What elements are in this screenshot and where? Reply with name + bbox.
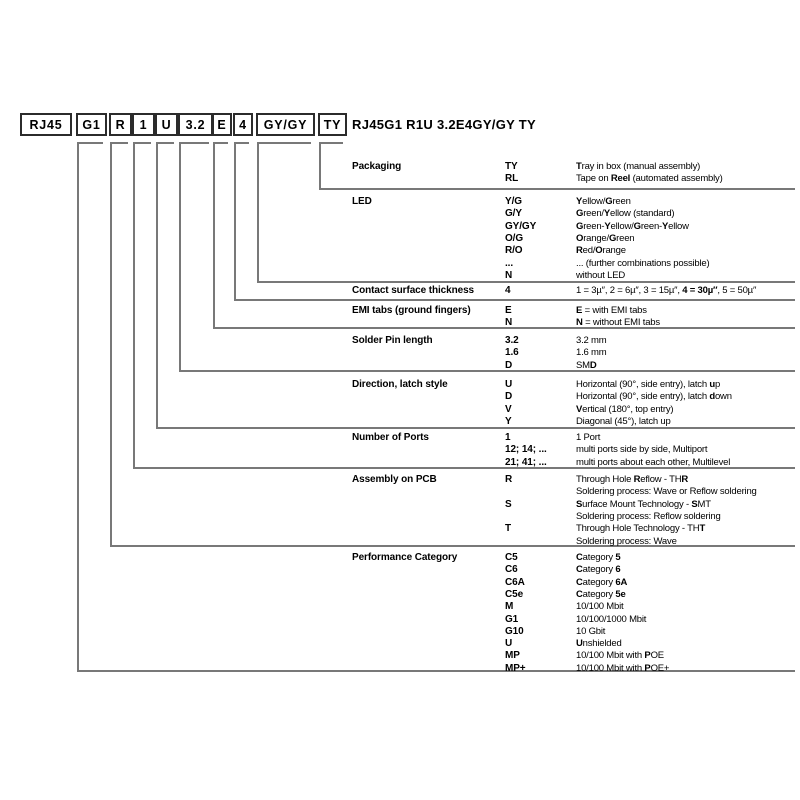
code-cell-packaging: RL [505,173,519,185]
connector-vline-r [110,142,112,547]
desc-cell-solder-pin-length: SMD [576,359,597,371]
code-cell-performance-category: MP+ [505,662,526,674]
full-part-number: RJ45G1 R1U 3.2E4GY/GY TY [352,117,536,132]
connector-vline-u [156,142,158,429]
code-cell-performance-category: M [505,601,514,613]
section-underline-assembly-on-pcb [110,545,795,547]
code-cell-solder-pin-length: 3.2 [505,335,519,346]
desc-cell-number-of-ports: multi ports about each other, Multilevel [576,456,731,468]
code-cell-led: R/O [505,245,523,257]
desc-cell-led: Green-Yellow/Green-Yellow [576,220,689,232]
desc-cell-solder-pin-length: 1.6 mm [576,347,607,359]
desc-cell-assembly-on-pcb: Through Hole Reflow - THR [576,474,689,485]
code-box-u: U [155,113,178,136]
section-label-solder-pin-length: Solder Pin length [352,335,433,346]
desc-cell-number-of-ports: multi ports side by side, Multiport [576,444,708,456]
desc-cell-assembly-on-pcb: Through Hole Technology - THT [576,523,706,535]
connector-vline-4 [234,142,236,301]
code-cell-led: GY/GY [505,220,537,232]
desc-cell-performance-category: 10/100 Mbit [576,601,624,613]
code-box-gy-gy: GY/GY [256,113,315,136]
code-cell-packaging: TY [505,161,518,172]
desc-cell-direction-latch-style: Horizontal (90°, side entry), latch down [576,391,732,403]
desc-cell-performance-category: Category 6 [576,564,621,576]
desc-cell-number-of-ports: 1 Port [576,432,601,443]
code-cell-direction-latch-style: V [505,403,512,415]
code-box-e: E [212,113,232,136]
desc-cell-performance-category: 10/100 Mbit with POE [576,650,664,662]
connector-stub-r [110,142,128,144]
code-cell-performance-category: U [505,638,513,650]
desc-cell-led: Orange/Green [576,232,635,244]
desc-cell-led: Yellow/Green [576,196,631,207]
section-label-performance-category: Performance Category [352,552,458,563]
code-cell-solder-pin-length: D [505,359,513,371]
section-underline-performance-category [77,670,795,672]
connector-vline-3-2 [179,142,181,372]
code-box-r: R [109,113,132,136]
code-cell-emi-tabs-ground-fingers: E [505,305,512,316]
code-cell-performance-category: C5e [505,588,524,600]
connector-stub-1 [133,142,151,144]
code-box-rj45: RJ45 [20,113,72,136]
desc-cell-performance-category: 10/100/1000 Mbit [576,613,647,625]
desc-cell-contact-surface-thickness: 1 = 3µ″, 2 = 6µ″, 3 = 15µ″, 4 = 30µ″, 5 = 50µ″ [576,285,757,296]
desc-cell-led: Green/Yellow (standard) [576,208,675,220]
section-label-packaging: Packaging [352,161,402,172]
code-cell-performance-category: G1 [505,613,519,625]
section-underline-contact-surface-thickness [234,299,795,301]
code-cell-performance-category: MP [505,650,520,662]
code-cell-performance-category: C5 [505,552,518,563]
code-box-3-2: 3.2 [178,113,213,136]
code-cell-emi-tabs-ground-fingers: N [505,317,513,329]
code-cell-solder-pin-length: 1.6 [505,347,519,359]
code-cell-number-of-ports: 1 [505,432,511,443]
desc-cell-emi-tabs-ground-fingers: N = without EMI tabs [576,317,660,329]
code-cell-assembly-on-pcb: T [505,523,512,535]
code-box-4: 4 [233,113,253,136]
code-cell-assembly-on-pcb: S [505,498,512,510]
desc-cell-performance-category: 10 Gbit [576,625,606,637]
desc-cell-performance-category: Category 5 [576,552,621,563]
code-cell-number-of-ports: 21; 41; ... [505,456,547,468]
code-cell-led: G/Y [505,208,522,220]
connector-stub-e [213,142,228,144]
code-cell-performance-category: C6 [505,564,518,576]
desc-cell-assembly-on-pcb: Soldering process: Wave or Reflow soldering [576,486,757,498]
desc-cell-performance-category: Category 6A [576,576,628,588]
desc-cell-assembly-on-pcb: Surface Mount Technology - SMT [576,498,711,510]
connector-stub-gy-gy [257,142,311,144]
connector-vline-g1 [77,142,79,672]
code-cell-direction-latch-style: D [505,391,513,403]
code-box-ty: TY [318,113,347,136]
code-cell-contact-surface-thickness: 4 [505,285,511,296]
code-box-1: 1 [132,113,155,136]
desc-cell-led: ... (further combinations possible) [576,257,710,269]
section-label-direction-latch-style: Direction, latch style [352,379,448,390]
section-underline-emi-tabs-ground-fingers [213,327,795,329]
desc-cell-performance-category: 10/100 Mbit with POE+ [576,662,670,674]
code-cell-led: O/G [505,232,524,244]
section-label-led: LED [352,196,372,207]
section-underline-led [257,281,795,283]
code-cell-direction-latch-style: U [505,379,513,390]
code-cell-assembly-on-pcb: R [505,474,513,485]
desc-cell-direction-latch-style: Diagonal (45°), latch up [576,415,671,427]
desc-cell-led: Red/Orange [576,245,626,257]
connector-vline-1 [133,142,135,469]
desc-cell-direction-latch-style: Horizontal (90°, side entry), latch up [576,379,721,390]
desc-cell-assembly-on-pcb: Soldering process: Reflow soldering [576,510,721,522]
connector-vline-gy-gy [257,142,259,283]
connector-vline-ty [319,142,321,190]
code-cell-number-of-ports: 12; 14; ... [505,444,547,456]
desc-cell-packaging: Tray in box (manual assembly) [576,161,701,172]
code-cell-led: N [505,269,513,281]
code-cell-direction-latch-style: Y [505,415,512,427]
code-cell-led: ... [505,257,514,269]
desc-cell-led: without LED [576,269,626,281]
code-cell-led: Y/G [505,196,522,207]
desc-cell-solder-pin-length: 3.2 mm [576,335,607,346]
section-label-contact-surface-thickness: Contact surface thickness [352,285,474,296]
connector-vline-e [213,142,215,329]
desc-cell-direction-latch-style: Vertical (180°, top entry) [576,403,674,415]
desc-cell-emi-tabs-ground-fingers: E = with EMI tabs [576,305,647,316]
section-underline-solder-pin-length [179,370,795,372]
section-label-emi-tabs-ground-fingers: EMI tabs (ground fingers) [352,305,471,316]
connector-stub-g1 [77,142,103,144]
desc-cell-packaging: Tape on Reel (automated assembly) [576,173,723,185]
desc-cell-assembly-on-pcb: Soldering process: Wave [576,535,677,547]
desc-cell-performance-category: Unshielded [576,638,622,650]
code-cell-performance-category: C6A [505,576,525,588]
section-underline-direction-latch-style [156,427,795,429]
desc-cell-performance-category: Category 5e [576,588,626,600]
section-label-number-of-ports: Number of Ports [352,432,429,443]
section-label-assembly-on-pcb: Assembly on PCB [352,474,437,485]
connector-stub-u [156,142,174,144]
connector-stub-3-2 [179,142,209,144]
connector-stub-ty [319,142,343,144]
code-cell-performance-category: G10 [505,625,524,637]
code-box-g1: G1 [76,113,107,136]
connector-stub-4 [234,142,249,144]
section-underline-packaging [319,188,795,190]
